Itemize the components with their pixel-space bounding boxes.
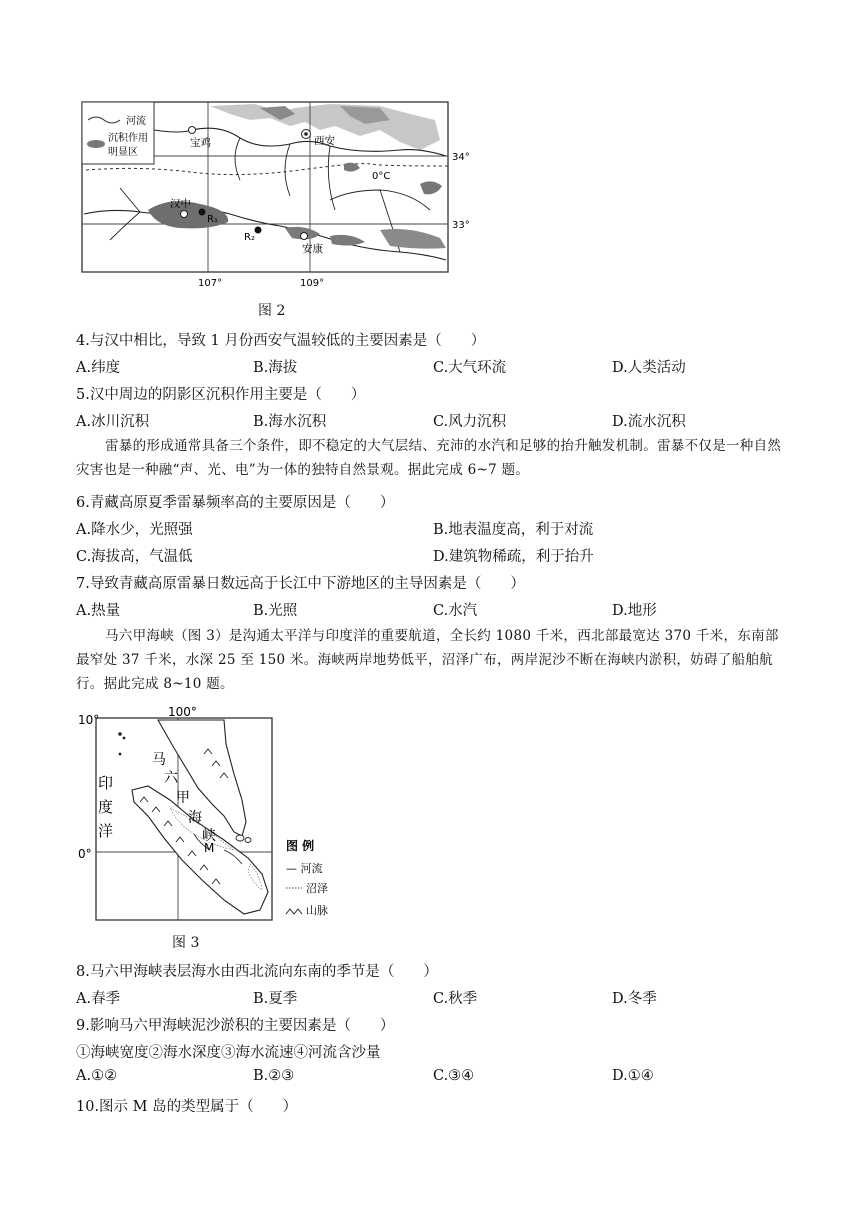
passage-thunderstorm: 雷暴的形成通常具备三个条件，即不稳定的大气层结、充沛的水汽和足够的抬升触发机制。雷暴不仅是一种自然灾害也是一种融“声、光、电”为一体的独特自然景观。据此完成 6~7 题。 <box>76 438 782 478</box>
lon-107-label: 107° <box>198 278 223 289</box>
strait-label-2: 六 <box>164 770 178 786</box>
legend-mountain-symbol <box>286 909 302 914</box>
question-5-stem: 5.汉中周边的阴影区沉积作用主要是（ ） <box>76 387 366 403</box>
q7-option-c[interactable]: C.水汽 <box>433 603 478 619</box>
q6-option-c[interactable]: C.海拔高，气温低 <box>76 549 193 565</box>
map-figure-2 <box>80 100 480 290</box>
strait-label-1: 马 <box>152 752 166 768</box>
q9-option-a[interactable]: A.①② <box>76 1068 118 1084</box>
point-r2-label: R₂ <box>244 232 255 243</box>
q8-option-d[interactable]: D.冬季 <box>612 991 657 1007</box>
q7-option-b[interactable]: B.光照 <box>253 603 298 619</box>
q7-option-a[interactable]: A.热量 <box>76 603 121 619</box>
q4-option-c[interactable]: C.大气环流 <box>433 360 507 376</box>
question-8-stem: 8.马六甲海峡表层海水由西北流向东南的季节是（ ） <box>76 964 438 980</box>
q5-option-a[interactable]: A.冰川沉积 <box>76 414 150 430</box>
point-r1-marker <box>199 209 206 216</box>
legend-sediment-label-1: 沉积作用 <box>108 133 148 144</box>
map-figure-3 <box>74 704 344 926</box>
q9-option-d[interactable]: D.①④ <box>612 1068 654 1084</box>
q7-option-d[interactable]: D.地形 <box>612 603 657 619</box>
question-6-stem: 6.青藏高原夏季雷暴频率高的主要原因是（ ） <box>76 495 395 511</box>
andaman-island-3 <box>119 753 122 756</box>
q8-option-c[interactable]: C.秋季 <box>433 991 478 1007</box>
question-9-statements: ①海峡宽度②海水深度③海水流速④河流含沙量 <box>76 1045 381 1061</box>
strait-label-4: 海 <box>188 810 202 826</box>
legend-swamp: 沼泽 <box>306 882 328 895</box>
question-7-stem: 7.导致青藏高原雷暴日数远高于长江中下游地区的主导因素是（ ） <box>76 576 525 592</box>
ocean-label-3: 洋 <box>98 822 114 840</box>
question-10-stem: 10.图示 M 岛的类型属于（ ） <box>76 1099 298 1115</box>
isotherm-label: 0°C <box>372 171 391 182</box>
question-9-stem: 9.影响马六甲海峡泥沙淤积的主要因素是（ ） <box>76 1018 395 1034</box>
lat-34-label: 34° <box>452 152 470 163</box>
andaman-island-1 <box>118 732 122 736</box>
q5-option-b[interactable]: B.海水沉积 <box>253 414 327 430</box>
city-ankang-label: 安康 <box>302 243 323 255</box>
lon-100-label: 100° <box>168 705 197 719</box>
xian-marker-dot <box>304 132 308 136</box>
legend-river: — 河流 <box>286 862 323 875</box>
passage-malacca: 马六甲海峡（图 3）是沟通太平洋与印度洋的重要航道，全长约 1080 千米，西北部最宽达 370 千米，东南部最窄处 37 千米，水深 25 至 150 米。海峡两岸地势低平，沼泽广布，两岸泥沙不断在海峡内淤积，妨碍了船舶航行。据此完成 8~10 题。 <box>76 628 779 692</box>
strait-label-3: 甲 <box>176 790 190 806</box>
q5-option-d[interactable]: D.流水沉积 <box>612 414 686 430</box>
lat-33-label: 33° <box>452 220 470 231</box>
q9-option-c[interactable]: C.③④ <box>433 1068 475 1084</box>
legend-title: 图 例 <box>286 839 315 853</box>
q4-option-d[interactable]: D.人类活动 <box>612 360 686 376</box>
q6-option-b[interactable]: B.地表温度高，利于对流 <box>433 522 594 538</box>
figure-2-caption: 图 2 <box>258 303 286 319</box>
q9-option-b[interactable]: B.②③ <box>253 1068 295 1084</box>
legend-sediment-symbol <box>87 140 105 148</box>
city-xian-label: 西安 <box>314 135 335 147</box>
city-baoji-label: 宝鸡 <box>190 137 211 149</box>
city-hanzhong-label: 汉中 <box>170 198 191 210</box>
ankang-marker <box>301 233 308 240</box>
q6-option-a[interactable]: A.降水少，光照强 <box>76 522 193 538</box>
q5-option-c[interactable]: C.风力沉积 <box>433 414 507 430</box>
island-m-label: M <box>204 841 215 855</box>
legend-mountain: 山脉 <box>306 904 328 917</box>
point-r2-marker <box>255 227 262 234</box>
q8-option-b[interactable]: B.夏季 <box>253 991 298 1007</box>
strait-label-5: 峡 <box>202 828 216 844</box>
baoji-marker <box>189 127 196 134</box>
andaman-island-2 <box>123 737 126 740</box>
figure-3-caption: 图 3 <box>172 935 200 951</box>
ocean-label-1: 印 <box>98 774 114 792</box>
lat-10-label: 10° <box>78 713 100 727</box>
point-r1-label: R₁ <box>207 214 218 225</box>
lon-109-label: 109° <box>300 278 325 289</box>
ocean-label-2: 度 <box>98 798 114 816</box>
legend-sediment-label-2: 明显区 <box>108 147 138 158</box>
strait-island-2 <box>245 838 251 843</box>
question-4-stem: 4.与汉中相比，导致 1 月份西安气温较低的主要因素是（ ） <box>76 333 486 349</box>
q4-option-a[interactable]: A.纬度 <box>76 360 121 376</box>
strait-island-1 <box>236 835 244 841</box>
q6-option-d[interactable]: D.建筑物稀疏，利于抬升 <box>433 549 594 565</box>
q4-option-b[interactable]: B.海拔 <box>253 360 298 376</box>
lat-0-label: 0° <box>78 847 92 861</box>
q8-option-a[interactable]: A.春季 <box>76 991 121 1007</box>
legend-river-label: 河流 <box>126 116 146 127</box>
hanzhong-marker <box>181 211 188 218</box>
